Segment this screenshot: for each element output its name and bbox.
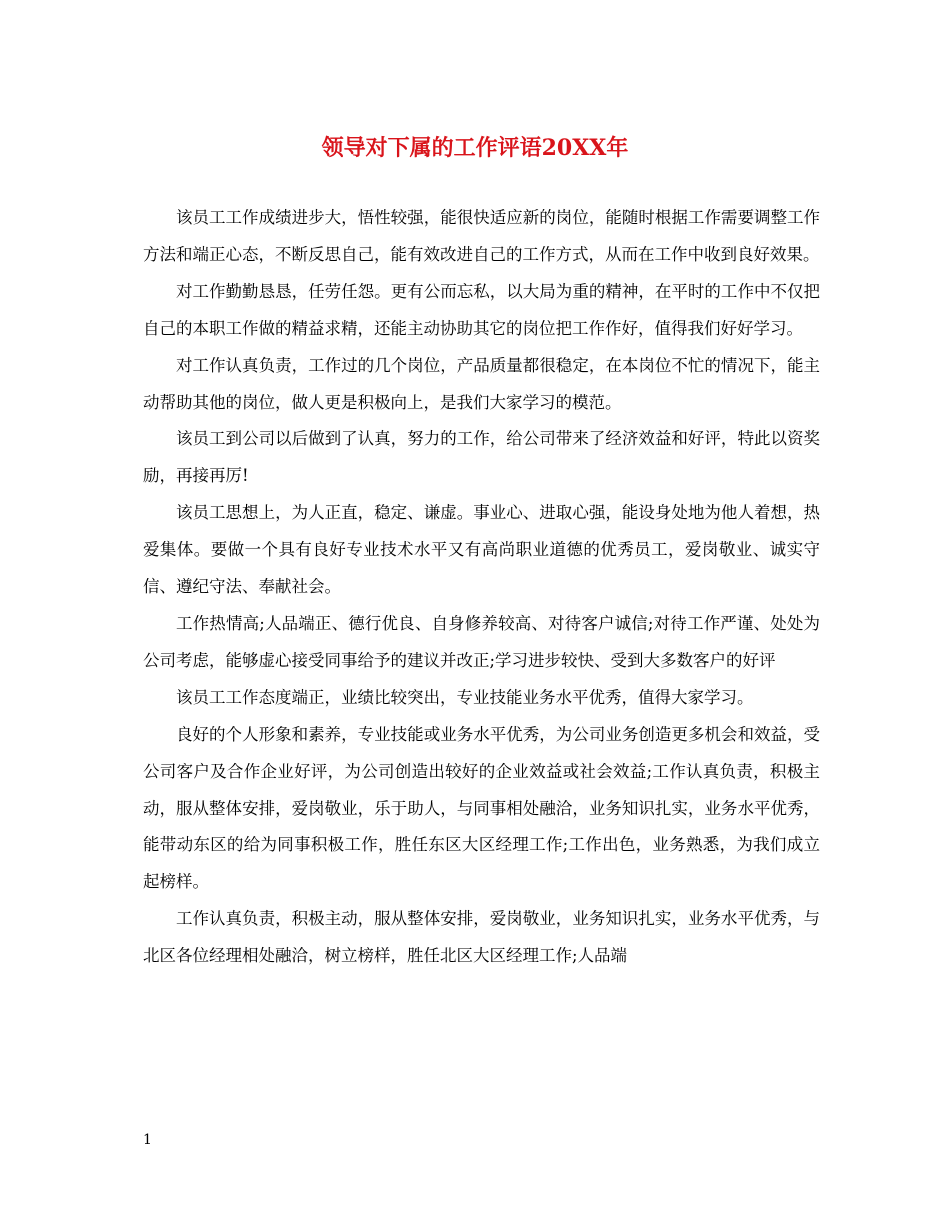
paragraph: 该员工到公司以后做到了认真，努力的工作，给公司带来了经济效益和好评，特此以资奖励，再接再厉!	[143, 429, 820, 486]
paragraph: 对工作认真负责，工作过的几个岗位，产品质量都很稳定，在本岗位不忙的情况下，能主动帮助其他的岗位，做人更是积极向上，是我们大家学习的模范。	[143, 355, 820, 412]
page-number: 1	[143, 1132, 152, 1148]
paragraph: 工作热情高;人品端正、德行优良、自身修养较高、对待客户诚信;对待工作严谨、处处为公司考虑，能够虚心接受同事给予的建议并改正;学习进步较快、受到大多数客户的好评	[143, 613, 820, 670]
document-title: 领导对下属的工作评语20XX年	[321, 135, 629, 161]
paragraph: 该员工工作态度端正，业绩比较突出，专业技能业务水平优秀，值得大家学习。	[176, 687, 754, 707]
document-body	[143, 200, 820, 975]
paragraph: 该员工工作成绩进步大，悟性较强，能很快适应新的岗位，能随时根据工作需要调整工作方法和端正心态，不断反思自己，能有效改进自己的工作方式，从而在工作中收到良好效果。	[143, 208, 820, 264]
paragraph: 工作认真负责，积极主动，服从整体安排，爱岗敬业，业务知识扎实，业务水平优秀，与北区各位经理相处融洽，树立榜样，胜任北区大区经理工作;人品端	[143, 909, 820, 966]
paragraph: 良好的个人形象和素养，专业技能或业务水平优秀，为公司业务创造更多机会和效益，受公司客户及合作企业好评，为公司创造出较好的企业效益或社会效益;工作认真负责，积极主动，服从整体安排，爱岗敬业，乐于助人，与同事相处融洽，业务知识扎实，业务水平优秀，能带动东区的给为同事积极工作，胜任东区大区经理工作;工作出色，业务熟悉，为我们成立起榜样。	[143, 724, 820, 892]
paragraph: 对工作勤勤恳恳，任劳任怨。更有公而忘私，以大局为重的精神，在平时的工作中不仅把自己的本职工作做的精益求精，还能主动协助其它的岗位把工作作好，值得我们好好学习。	[143, 281, 820, 338]
paragraph: 该员工思想上，为人正直，稳定、谦虚。事业心、进取心强，能设身处地为他人着想，热爱集体。要做一个具有良好专业技术水平又有高尚职业道德的优秀员工，爱岗敬业、诚实守信、遵纪守法、奉献社会。	[143, 503, 820, 597]
